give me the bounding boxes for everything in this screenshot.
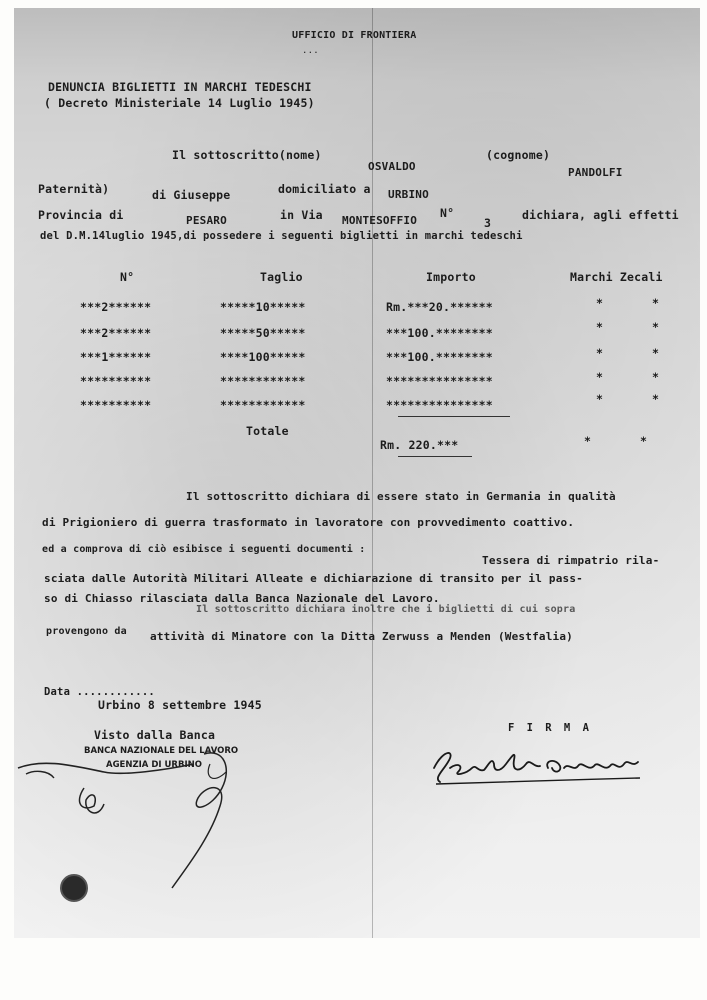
punch-hole-icon [60, 874, 88, 902]
cell-denomination: ************ [220, 374, 306, 388]
cell-mark-1: * [596, 392, 604, 406]
cell-mark-1: * [596, 346, 604, 360]
number-label: N° [440, 206, 455, 220]
origin-value: attività di Minatore con la Ditta Zerwuss a Menden (Westfalia) [150, 630, 573, 643]
body-line-3: ed a comprova di ciò esibisce i seguenti documenti : [42, 544, 366, 555]
sum-rule [398, 416, 510, 417]
body-line-4: sciata dalle Autorità Militari Alleate e dichiarazione di transito per il pass- [44, 572, 583, 585]
total-mark-1: * [584, 434, 592, 448]
cell-number: ********** [80, 398, 152, 412]
cell-amount: *************** [386, 398, 493, 412]
cell-amount: ***100.******** [386, 326, 493, 340]
cell-denomination: *****10***** [220, 300, 306, 314]
cell-mark-2: * [652, 296, 660, 310]
cell-mark-1: * [596, 370, 604, 384]
date-value: Urbino 8 settembre 1945 [98, 698, 262, 712]
body-line-5: so di Chiasso rilasciata dalla Banca Nazionale del Lavoro. [44, 592, 440, 605]
signature-label: F I R M A [508, 722, 592, 734]
bank-stamp-branch: AGENZIA DI URBINO [106, 760, 202, 770]
domicile-label: domiciliato a [278, 182, 371, 196]
decree-reference: ( Decreto Ministeriale 14 Luglio 1945) [44, 96, 315, 110]
origin-label: provengono da [46, 626, 127, 637]
paternity-label: Paternità) [38, 182, 110, 196]
cell-number: ********** [80, 374, 152, 388]
date-label: Data ............ [44, 686, 155, 698]
number-value: 3 [484, 216, 492, 230]
body-line-2: di Prigioniero di guerra trasformato in lavoratore con provvedimento coattivo. [42, 516, 575, 529]
cell-amount: *************** [386, 374, 493, 388]
total-mark-2: * [640, 434, 648, 448]
total-label: Totale [246, 424, 289, 438]
paternity-value: di Giuseppe [152, 188, 231, 202]
cell-mark-1: * [596, 320, 604, 334]
holder-signature [428, 738, 648, 786]
province-value: PESARO [186, 214, 227, 227]
body-line-1: Il sottoscritto dichiara di essere stato in Germania in qualità [186, 490, 616, 503]
cell-mark-2: * [652, 392, 660, 406]
name-label: Il sottoscritto(nome) [172, 148, 322, 162]
body-line-5b: Il sottoscritto dichiara inoltre che i biglietti di cui sopra [196, 604, 576, 615]
bank-visa: Visto dalla Banca [94, 728, 216, 742]
cell-amount: ***100.******** [386, 350, 493, 364]
name-value: OSVALDO [368, 160, 416, 173]
col-header-marks: Marchi Zecali [570, 270, 663, 284]
document-sheet [14, 8, 700, 938]
declares-label: dichiara, agli effetti [522, 208, 679, 222]
cell-number: ***2****** [80, 300, 152, 314]
clerk-signature-icon [14, 708, 274, 898]
document-title: DENUNCIA BIGLIETTI IN MARCHI TEDESCHI [48, 80, 312, 94]
total-underline [398, 456, 472, 457]
cell-denomination: ****100***** [220, 350, 306, 364]
street-value: MONTESOFFIO [342, 214, 418, 227]
street-label: in Via [280, 208, 323, 222]
surname-value: PANDOLFI [568, 166, 623, 179]
cell-denomination: ************ [220, 398, 306, 412]
total-value: Rm. 220.*** [380, 438, 459, 452]
body-line-3b: Tessera di rimpatrio rila- [482, 554, 660, 567]
cell-mark-2: * [652, 370, 660, 384]
cell-mark-1: * [596, 296, 604, 310]
col-header-denomination: Taglio [260, 270, 303, 284]
office-title: UFFICIO DI FRONTIERA [292, 30, 417, 41]
col-header-number: N° [120, 270, 135, 284]
domicile-value: URBINO [388, 188, 429, 201]
bank-stamp-name: BANCA NAZIONALE DEL LAVORO [84, 746, 239, 756]
cell-mark-2: * [652, 320, 660, 334]
surname-label: (cognome) [486, 148, 551, 162]
cell-number: ***2****** [80, 326, 152, 340]
cell-amount: Rm.***20.****** [386, 300, 493, 314]
cell-denomination: *****50***** [220, 326, 306, 340]
province-label: Provincia di [38, 208, 124, 222]
col-header-amount: Importo [426, 270, 476, 284]
decree-line: del D.M.14luglio 1945,di possedere i seguenti biglietti in marchi tedeschi [40, 230, 523, 242]
cell-mark-2: * [652, 346, 660, 360]
office-subtitle: ... [302, 46, 319, 56]
cell-number: ***1****** [80, 350, 152, 364]
fold-crease [372, 8, 373, 938]
